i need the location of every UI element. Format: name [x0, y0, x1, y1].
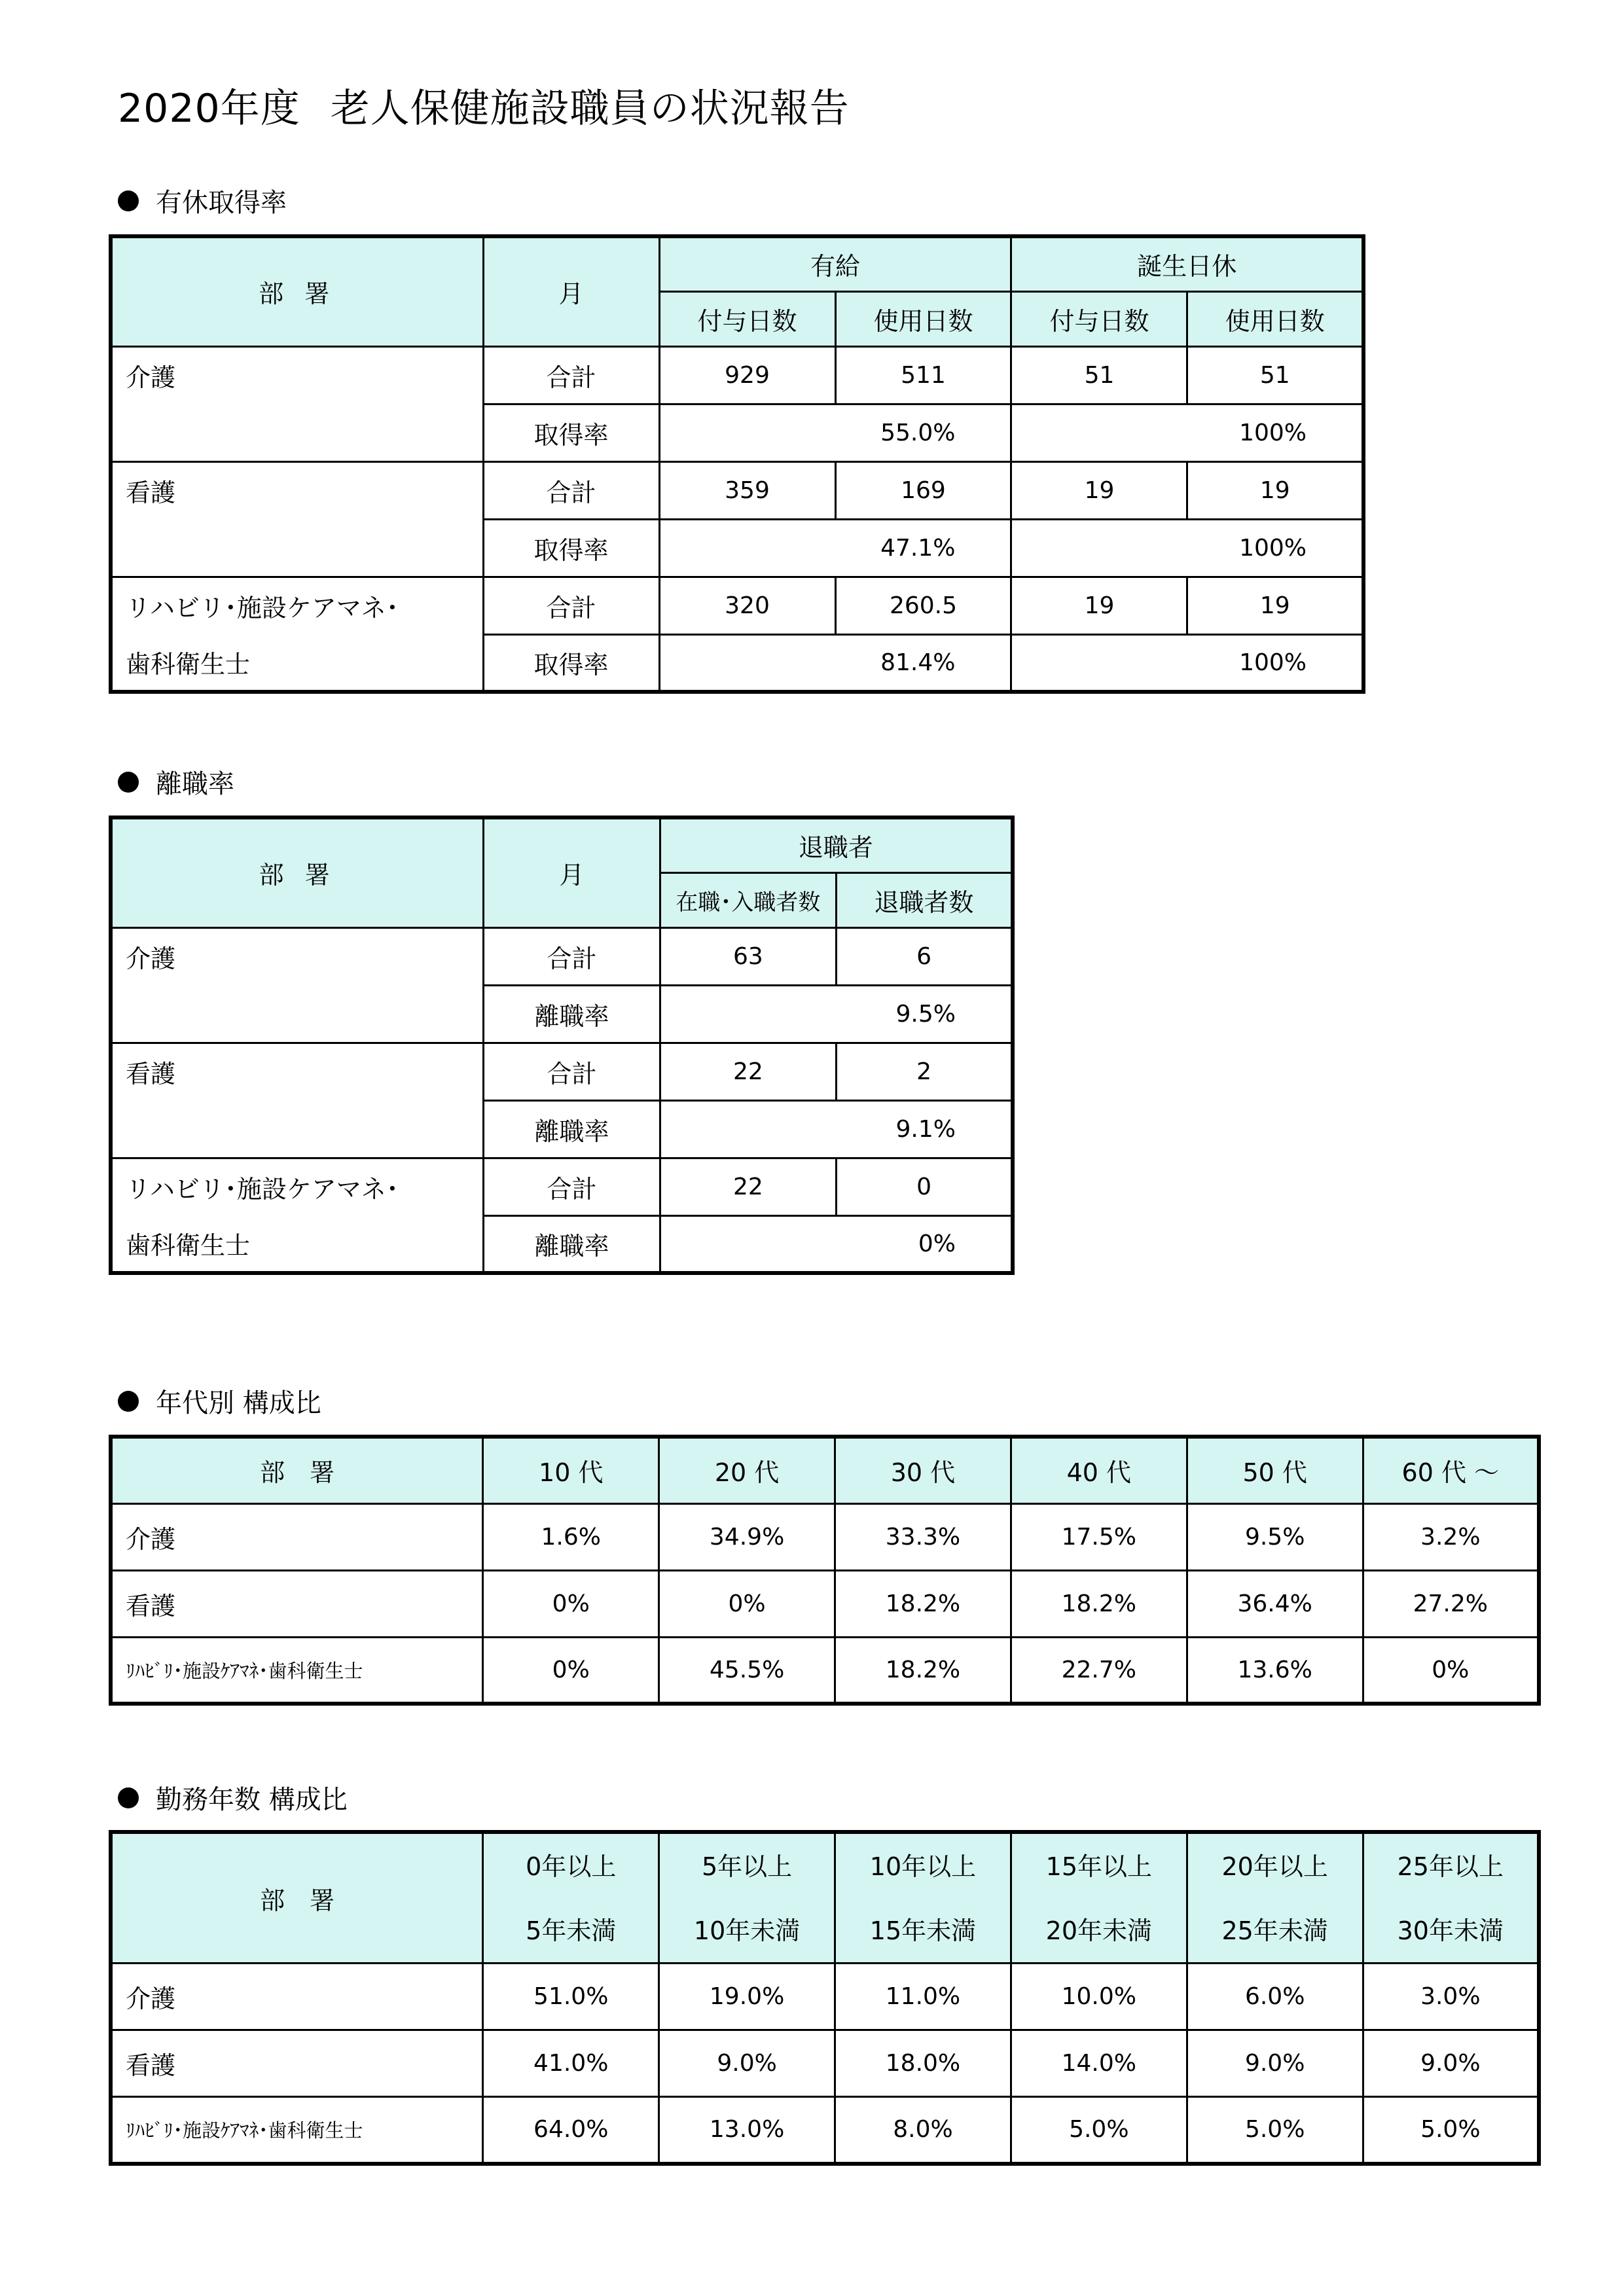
header-birthday: 誕生日休 [1011, 236, 1363, 291]
bday-granted: 19 [1011, 577, 1187, 634]
rate-label: 離職率 [484, 985, 660, 1043]
header-age-10s: 10 代 [483, 1437, 659, 1503]
header-age-60s: 60 代 ～ [1363, 1437, 1539, 1503]
header-bday-used: 使用日数 [1187, 291, 1363, 346]
bday-used: 19 [1187, 577, 1363, 634]
tenure-value: 9.0% [1187, 2030, 1363, 2097]
page-title [118, 77, 850, 134]
header-dept: 部 署 [111, 236, 483, 346]
total-label: 合計 [484, 1043, 660, 1100]
paid-granted: 359 [659, 461, 835, 519]
title-year: 2020年度 [118, 86, 300, 132]
tenure-value: 6.0% [1187, 1964, 1363, 2030]
dept-name: 看護 [111, 461, 483, 519]
age-value: 3.2% [1363, 1503, 1539, 1570]
section-heading-tenure: 勤務年数 構成比 [118, 1779, 348, 1816]
age-value: 22.7% [1011, 1637, 1187, 1704]
header-enrolled: 在職･入職者数 [660, 872, 836, 927]
tenure-value: 14.0% [1011, 2030, 1187, 2097]
header-tenure-0-5: 0年以上 5年未満 [483, 1832, 659, 1964]
title-main: 老人保健施設職員の状況報告 [330, 86, 850, 132]
dept-name-line2 [111, 404, 483, 461]
age-value: 0% [1363, 1637, 1539, 1704]
paid-used: 260.5 [835, 577, 1011, 634]
enrolled-count: 22 [660, 1043, 836, 1100]
section-heading-leave: 有休取得率 [118, 182, 287, 219]
tenure-value: 11.0% [835, 1964, 1011, 2030]
bday-rate: 100% [1011, 634, 1363, 692]
bullet-icon [118, 190, 139, 211]
age-value: 34.9% [659, 1503, 835, 1570]
enrolled-count: 63 [660, 927, 836, 985]
tenure-table [109, 1830, 1541, 2166]
header-paid-used: 使用日数 [835, 291, 1011, 346]
total-label: 合計 [483, 346, 659, 404]
header-tenure-20-25: 20年以上 25年未満 [1187, 1832, 1363, 1964]
bullet-icon [118, 772, 139, 793]
dept-name: ﾘﾊﾋﾞﾘ･施設ｹｱﾏﾈ･歯科衛生士 [111, 1637, 483, 1704]
header-tenure-15-20: 15年以上 20年未満 [1011, 1832, 1187, 1964]
dept-name: 介護 [111, 1503, 483, 1570]
turnover-rate: 9.1% [660, 1100, 1013, 1158]
rate-label: 離職率 [484, 1100, 660, 1158]
tenure-value: 3.0% [1363, 1964, 1539, 2030]
bullet-icon [118, 1391, 139, 1412]
retired-count: 0 [837, 1158, 1013, 1215]
header-paid-granted: 付与日数 [659, 291, 835, 346]
dept-name: 介護 [111, 346, 483, 404]
paid-used: 169 [835, 461, 1011, 519]
age-value: 0% [483, 1570, 659, 1637]
dept-name: リハビリ･施設ケアマネ･ [111, 1158, 484, 1215]
dept-name-line2: 歯科衛生士 [111, 634, 483, 692]
header-dept: 部 署 [111, 1832, 483, 1964]
paid-rate: 47.1% [659, 519, 1011, 577]
age-value: 0% [659, 1570, 835, 1637]
turnover-rate: 9.5% [660, 985, 1013, 1043]
age-value: 36.4% [1187, 1570, 1363, 1637]
bday-used: 19 [1187, 461, 1363, 519]
section-heading-age: 年代別 構成比 [118, 1382, 321, 1420]
dept-name: 介護 [111, 927, 484, 985]
bday-granted: 51 [1011, 346, 1187, 404]
tenure-value: 8.0% [835, 2097, 1011, 2164]
total-label: 合計 [484, 1158, 660, 1215]
age-value: 1.6% [483, 1503, 659, 1570]
dept-name: ﾘﾊﾋﾞﾘ･施設ｹｱﾏﾈ･歯科衛生士 [111, 2097, 483, 2164]
header-retired: 退職者数 [837, 872, 1013, 927]
header-dept: 部 署 [111, 817, 484, 927]
tenure-value: 5.0% [1011, 2097, 1187, 2164]
tenure-value: 64.0% [483, 2097, 659, 2164]
header-paid: 有給 [659, 236, 1011, 291]
header-age-40s: 40 代 [1011, 1437, 1187, 1503]
header-month: 月 [484, 817, 660, 927]
bday-rate: 100% [1011, 519, 1363, 577]
dept-name: 看護 [111, 1570, 483, 1637]
header-dept: 部 署 [111, 1437, 483, 1503]
dept-name: 看護 [111, 1043, 484, 1100]
paid-used: 511 [835, 346, 1011, 404]
rate-label: 取得率 [483, 634, 659, 692]
leave-table [109, 234, 1365, 694]
header-age-20s: 20 代 [659, 1437, 835, 1503]
header-bday-granted: 付与日数 [1011, 291, 1187, 346]
tenure-value: 13.0% [659, 2097, 835, 2164]
paid-granted: 929 [659, 346, 835, 404]
total-label: 合計 [483, 577, 659, 634]
age-value: 45.5% [659, 1637, 835, 1704]
age-value: 18.2% [835, 1570, 1011, 1637]
total-label: 合計 [484, 927, 660, 985]
header-tenure-10-15: 10年以上 15年未満 [835, 1832, 1011, 1964]
tenure-value: 51.0% [483, 1964, 659, 2030]
tenure-value: 18.0% [835, 2030, 1011, 2097]
bday-granted: 19 [1011, 461, 1187, 519]
total-label: 合計 [483, 461, 659, 519]
tenure-value: 5.0% [1363, 2097, 1539, 2164]
section-heading-turnover: 離職率 [118, 763, 234, 800]
dept-name: 介護 [111, 1964, 483, 2030]
age-value: 18.2% [835, 1637, 1011, 1704]
enrolled-count: 22 [660, 1158, 836, 1215]
tenure-value: 5.0% [1187, 2097, 1363, 2164]
tenure-value: 41.0% [483, 2030, 659, 2097]
age-value: 33.3% [835, 1503, 1011, 1570]
dept-name-line2 [111, 985, 484, 1043]
age-value: 27.2% [1363, 1570, 1539, 1637]
tenure-value: 9.0% [1363, 2030, 1539, 2097]
dept-name-line2 [111, 1100, 484, 1158]
age-value: 0% [483, 1637, 659, 1704]
age-value: 13.6% [1187, 1637, 1363, 1704]
turnover-table [109, 816, 1015, 1275]
header-tenure-25-30: 25年以上 30年未満 [1363, 1832, 1539, 1964]
dept-name-line2 [111, 519, 483, 577]
paid-granted: 320 [659, 577, 835, 634]
header-tenure-5-10: 5年以上 10年未満 [659, 1832, 835, 1964]
bday-rate: 100% [1011, 404, 1363, 461]
age-table [109, 1435, 1541, 1706]
header-retirees: 退職者 [660, 817, 1013, 872]
bday-used: 51 [1187, 346, 1363, 404]
bullet-icon [118, 1787, 139, 1808]
header-age-50s: 50 代 [1187, 1437, 1363, 1503]
turnover-rate: 0% [660, 1215, 1013, 1273]
age-value: 17.5% [1011, 1503, 1187, 1570]
dept-name: 看護 [111, 2030, 483, 2097]
header-age-30s: 30 代 [835, 1437, 1011, 1503]
age-value: 18.2% [1011, 1570, 1187, 1637]
tenure-value: 19.0% [659, 1964, 835, 2030]
paid-rate: 81.4% [659, 634, 1011, 692]
dept-name-line2: 歯科衛生士 [111, 1215, 484, 1273]
rate-label: 離職率 [484, 1215, 660, 1273]
age-value: 9.5% [1187, 1503, 1363, 1570]
retired-count: 2 [837, 1043, 1013, 1100]
rate-label: 取得率 [483, 519, 659, 577]
header-month: 月 [483, 236, 659, 346]
paid-rate: 55.0% [659, 404, 1011, 461]
rate-label: 取得率 [483, 404, 659, 461]
tenure-value: 9.0% [659, 2030, 835, 2097]
retired-count: 6 [837, 927, 1013, 985]
dept-name: リハビリ･施設ケアマネ･ [111, 577, 483, 634]
tenure-value: 10.0% [1011, 1964, 1187, 2030]
